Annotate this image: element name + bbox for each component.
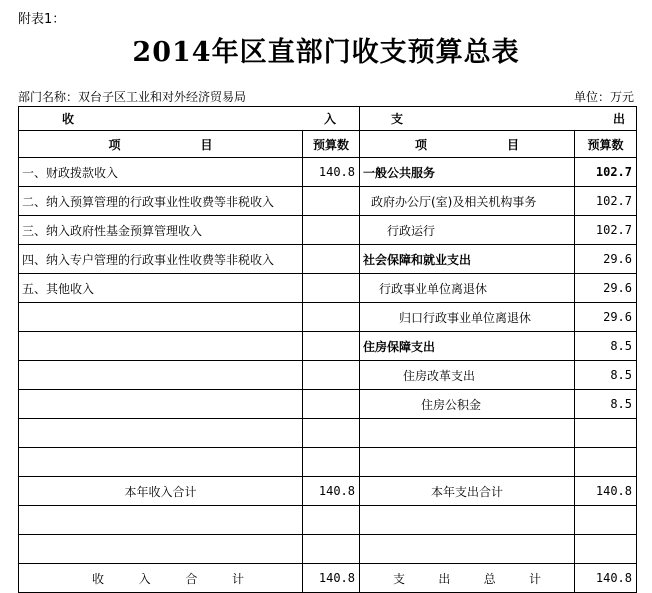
income-item-cell: 三、纳入政府性基金预算管理收入 — [19, 216, 303, 245]
table-row — [19, 361, 637, 390]
income-item-cell: 四、纳入专户管理的行政事业性收费等非税收入 — [19, 245, 303, 274]
expense-item-header — [360, 131, 575, 158]
total-char: 出 — [438, 571, 451, 586]
grand-total-income-value: 140.8 — [303, 564, 360, 593]
income-value-cell — [303, 332, 360, 361]
income-header-char: 入 — [323, 112, 336, 126]
income-value-cell — [303, 245, 360, 274]
header-char: 项 — [414, 137, 427, 152]
income-item-header — [19, 131, 303, 158]
expense-value-cell: 102.7 — [575, 216, 637, 245]
expense-value-cell: 8.5 — [575, 361, 637, 390]
income-value-cell — [303, 448, 360, 477]
table-row — [19, 187, 637, 216]
total-char: 入 — [138, 571, 151, 586]
total-char: 总 — [483, 571, 496, 586]
expense-header-char: 出 — [612, 112, 625, 126]
column-header-row — [19, 131, 637, 158]
table-row — [19, 535, 637, 564]
expense-value-cell — [575, 535, 637, 564]
table-row — [19, 448, 637, 477]
income-item-cell — [19, 390, 303, 419]
income-value-cell — [303, 274, 360, 303]
header-char: 目 — [200, 137, 213, 152]
expense-item-cell: 住房公积金 — [360, 390, 575, 419]
table-row — [19, 245, 637, 274]
income-item-cell: 五、其他收入 — [19, 274, 303, 303]
income-item-cell — [19, 535, 303, 564]
table-row — [19, 419, 637, 448]
department-name: 部门名称：双台子区工业和对外经济贸易局 — [18, 90, 247, 104]
income-item-cell — [19, 303, 303, 332]
income-item-cell — [19, 448, 303, 477]
expense-item-cell — [360, 535, 575, 564]
expense-item-cell: 归口行政事业单位离退休 — [360, 303, 575, 332]
income-value-cell — [303, 361, 360, 390]
income-value-cell — [303, 216, 360, 245]
expense-item-cell: 一般公共服务 — [360, 158, 575, 187]
total-char: 计 — [231, 571, 244, 586]
expense-value-cell: 8.5 — [575, 332, 637, 361]
expense-value-cell — [575, 448, 637, 477]
income-item-cell: 一、财政拨款收入 — [19, 158, 303, 187]
income-budget-header: 预算数 — [303, 131, 360, 158]
expense-value-cell: 29.6 — [575, 303, 637, 332]
expense-item-cell — [360, 448, 575, 477]
grand-total-expense-value: 140.8 — [575, 564, 637, 593]
table-row — [19, 390, 637, 419]
total-char: 支 — [393, 571, 406, 586]
header-char: 目 — [507, 137, 520, 152]
expense-item-cell: 住房保障支出 — [360, 332, 575, 361]
income-value-cell — [303, 303, 360, 332]
expense-item-cell — [360, 419, 575, 448]
table-row — [19, 274, 637, 303]
income-value-cell: 140.8 — [303, 158, 360, 187]
expense-budget-header: 预算数 — [575, 131, 637, 158]
expense-item-cell: 社会保障和就业支出 — [360, 245, 575, 274]
table-row — [19, 216, 637, 245]
income-header-char: 收 — [62, 112, 75, 126]
income-value-cell — [303, 535, 360, 564]
grand-total-income-label — [19, 564, 303, 593]
expense-value-cell: 8.5 — [575, 390, 637, 419]
expense-value-cell: 29.6 — [575, 245, 637, 274]
expense-value-cell: 102.7 — [575, 187, 637, 216]
expense-header-char: 支 — [391, 112, 404, 126]
expense-item-cell: 本年支出合计 — [360, 477, 575, 506]
expense-value-cell — [575, 419, 637, 448]
header-char: 项 — [108, 137, 121, 152]
expense-item-cell: 行政事业单位离退休 — [360, 274, 575, 303]
year-total-row — [19, 477, 637, 506]
expense-item-cell: 政府办公厅(室)及相关机构事务 — [360, 187, 575, 216]
total-char: 合 — [185, 571, 198, 586]
income-value-cell — [303, 187, 360, 216]
table-row — [19, 332, 637, 361]
income-item-cell — [19, 506, 303, 535]
expense-item-cell: 行政运行 — [360, 216, 575, 245]
table-row — [19, 158, 637, 187]
attachment-label: 附表1： — [18, 12, 66, 27]
expense-value-cell: 29.6 — [575, 274, 637, 303]
income-item-cell: 本年收入合计 — [19, 477, 303, 506]
expense-section-header — [360, 107, 637, 131]
page-title: 2014年区直部门收支预算总表 — [132, 37, 520, 68]
income-item-cell — [19, 419, 303, 448]
income-item-cell — [19, 361, 303, 390]
expense-value-cell — [575, 506, 637, 535]
income-value-cell — [303, 419, 360, 448]
total-char: 收 — [92, 571, 105, 586]
income-item-cell — [19, 332, 303, 361]
income-section-header — [19, 107, 360, 131]
grand-total-row — [19, 564, 637, 593]
table-row — [19, 303, 637, 332]
income-item-cell: 二、纳入预算管理的行政事业性收费等非税收入 — [19, 187, 303, 216]
income-value-cell — [303, 390, 360, 419]
expense-value-cell: 102.7 — [575, 158, 637, 187]
expense-value-cell: 140.8 — [575, 477, 637, 506]
budget-table — [18, 106, 637, 593]
unit-label: 单位：万元 — [573, 90, 634, 104]
income-value-cell: 140.8 — [303, 477, 360, 506]
table-row — [19, 506, 637, 535]
income-value-cell — [303, 506, 360, 535]
section-header-row — [19, 107, 637, 131]
grand-total-expense-label — [360, 564, 575, 593]
expense-item-cell: 住房改革支出 — [360, 361, 575, 390]
expense-item-cell — [360, 506, 575, 535]
total-char: 计 — [528, 571, 541, 586]
